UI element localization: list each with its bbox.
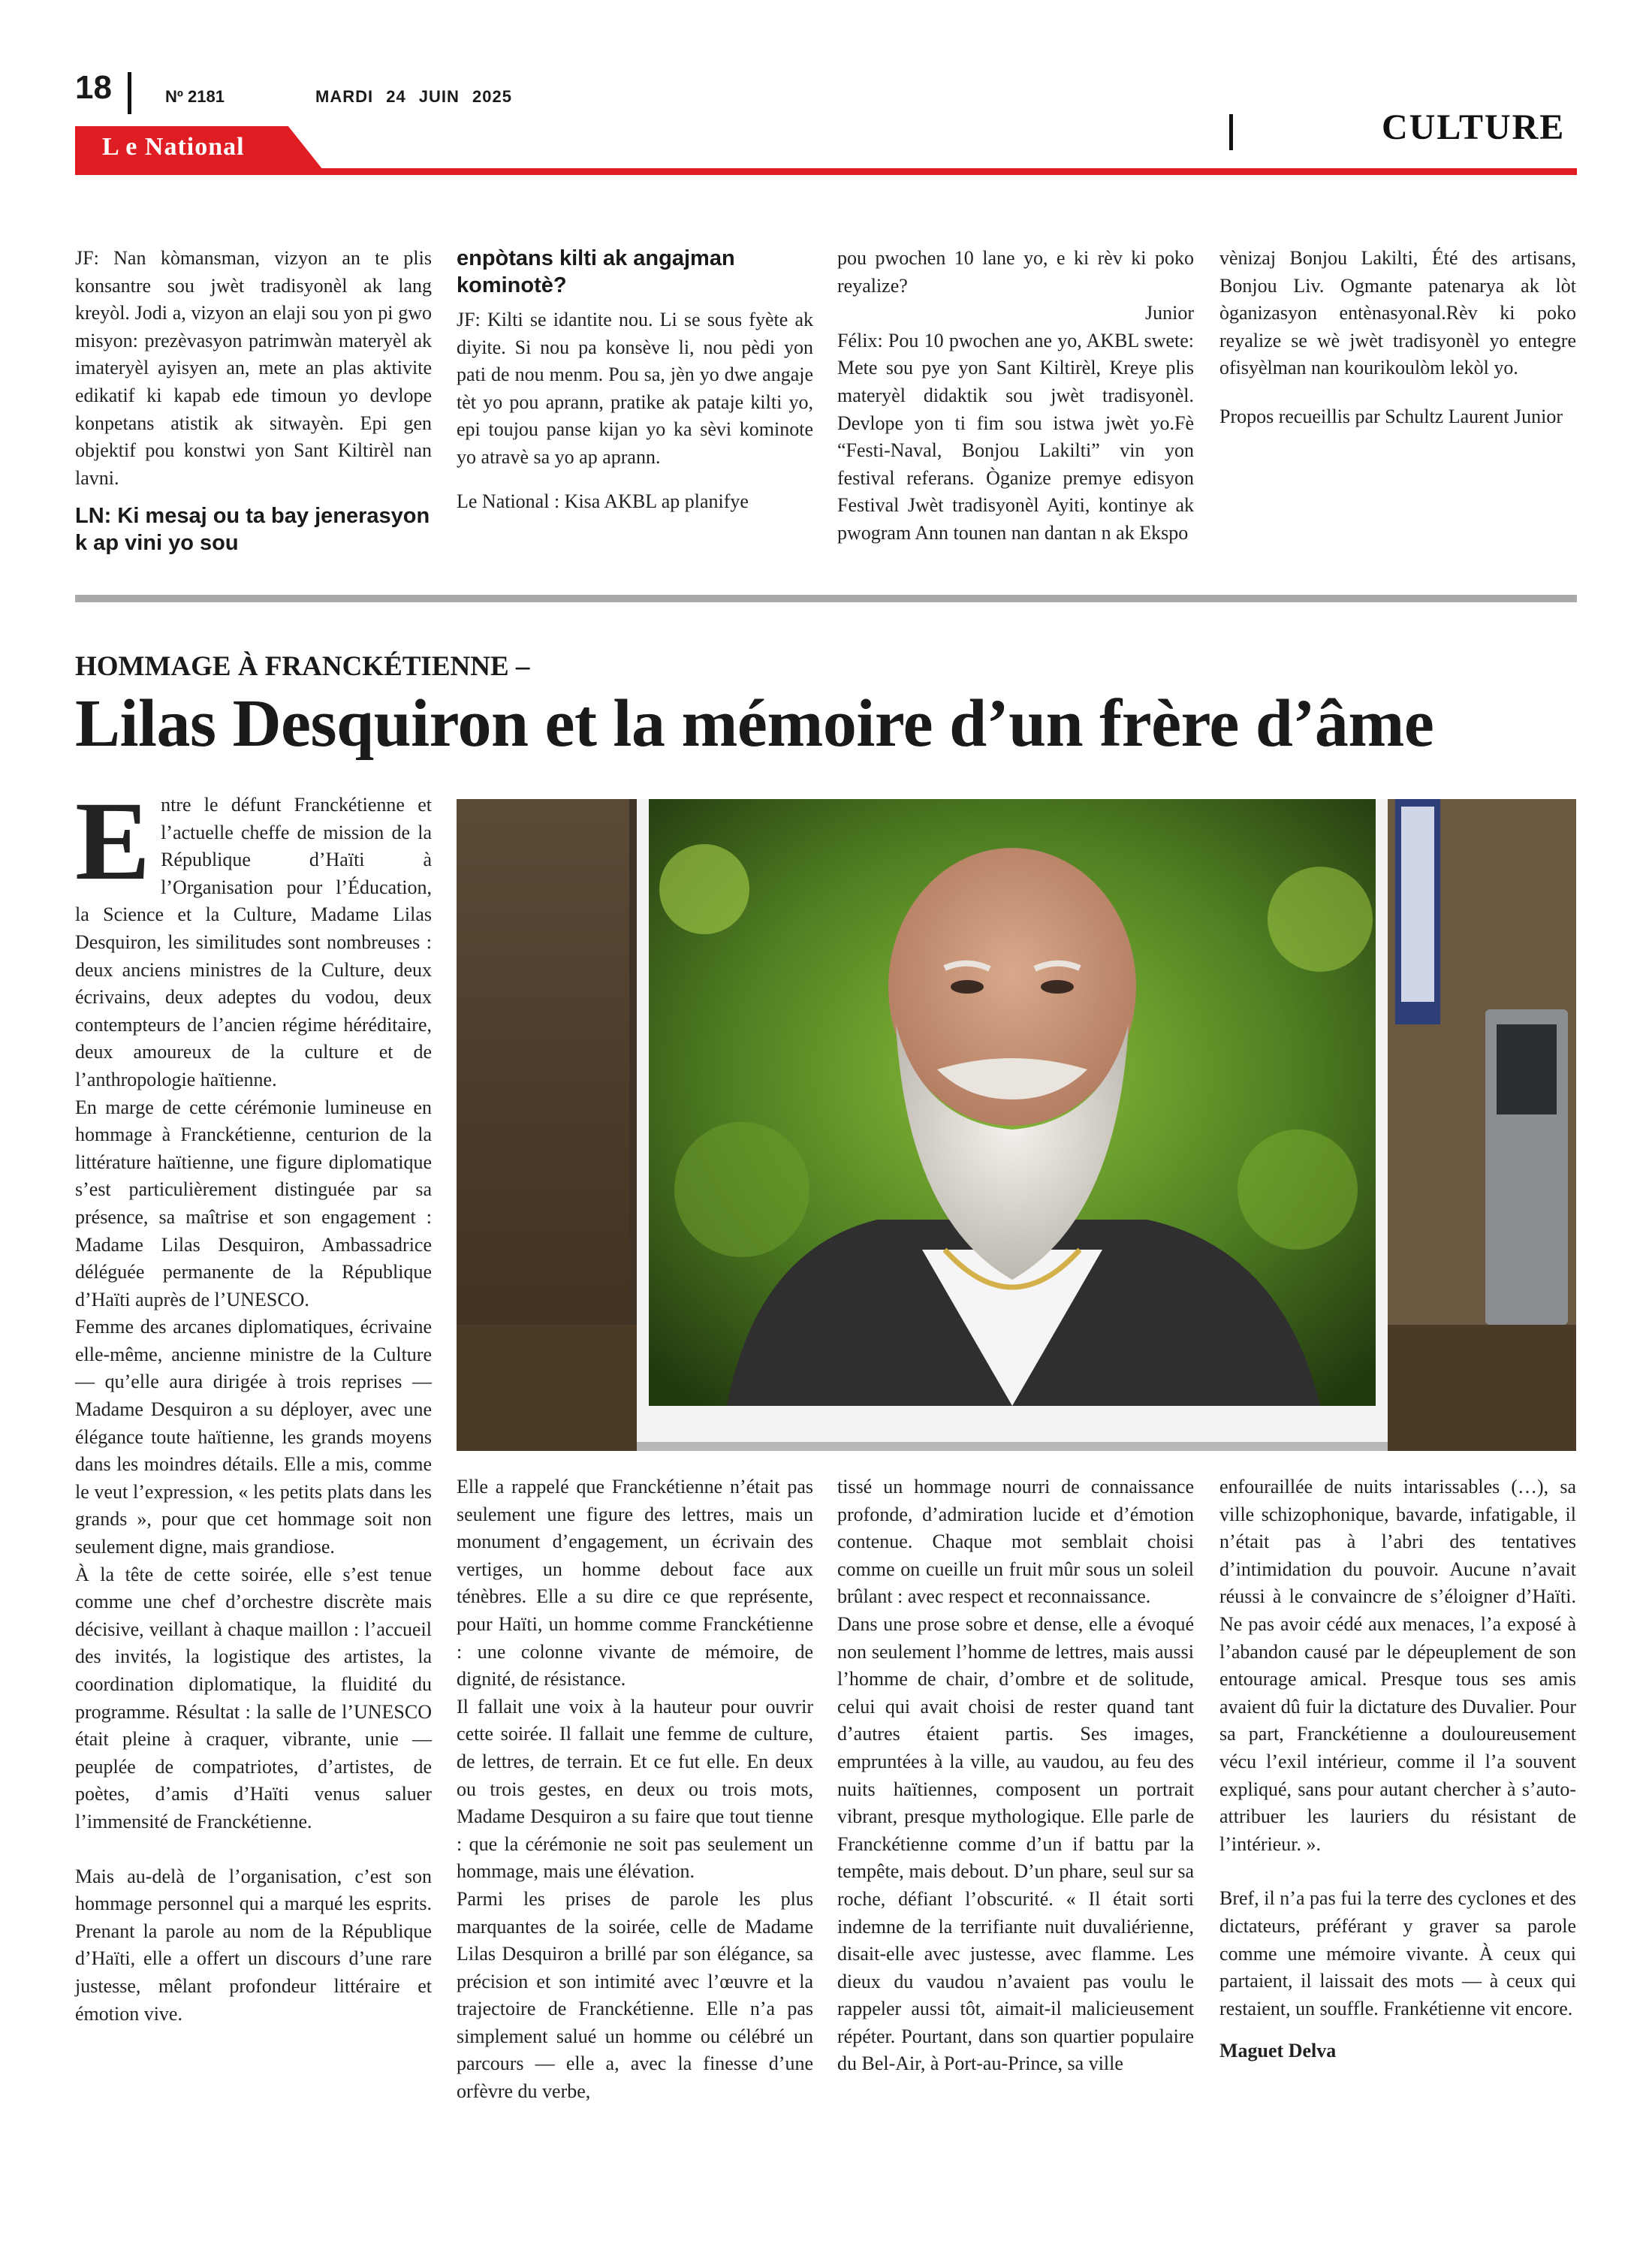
photo-illustration bbox=[457, 799, 1576, 1451]
interview-paragraph: vènizaj Bonjou Lakilti, Été des artisans, Bonjou Liv. Ogmante patenarya ak lòt òganizasyon entènasyonal.Rèv ki poko reyalize se wè jwèt tradisyonèl yo entegre ofisyèlman nan kourikoulòm lekòl yo. bbox=[1219, 247, 1576, 379]
interview-column-2 bbox=[457, 245, 813, 515]
article-paragraph: Dans une prose sobre et dense, elle a évoqué non seulement l’homme de lettres, mais aussi l’homme de chair, d’ombre et de solitude, celui qui avait choisi de rester quand tant d’autres étaient partis. Ses images, empruntées à la ville, au vaudou, au feu des nuits haïtiennes, composent un portrait vibrant, presque mythologique. Elle parle de Franckétienne comme d’un if battu par la tempête, mais debout. D’un phare, seul sur sa roche, défiant l’obscurité. « Il était sorti indemne de la terrifiante nuit duvaliérienne, disait-elle avec justesse, avec flamme. Les dieux du vaudou n’avaient pas voulu le rappeler aussi tôt, aimait-il malicieusement répéter. Pourtant, dans son quartier populaire du Bel-Air, à Port-au-Prince, sa ville bbox=[837, 1612, 1194, 2075]
interview-column-4 bbox=[1219, 245, 1576, 431]
article-paragraph: Il fallait une voix à la hauteur pour ouvrir cette soirée. Il fallait une femme de culture, de lettres, de terrain. Et ce fut elle. En deux ou trois gestes, en deux ou trois mots, Madame Desquiron a su faire que tout tienne : que la cérémonie ne soit pas seulement un hommage, mais une élévation. bbox=[457, 1695, 813, 1883]
article-paragraph: À la tête de cette soirée, elle s’est tenue comme une chef d’orchestre discrète mais décisive, veillant à chaque maillon : l’accueil des invités, la logistique des artistes, la coordination diplomatique, la fluidité du programme. Résultat : la salle de l’UNESCO était pleine à craquer, vibrante, unie — peuplée de compatriotes, d’artistes, de poètes, d’amis d’Haïti venus saluer l’immensité de Franckétienne. bbox=[75, 1563, 432, 1832]
article-paragraph: enfouraillée de nuits intarissables (…), sa ville schizophonique, bavarde, infatigable, il n’était pas à l’abri des tentatives d’intimidation du pouvoir. Aucune n’avait réussi à le convaincre de s’éloigner d’Haïti. Ne pas avoir cédé aux menaces, l’a exposé à l’abandon causé par le dépeuplement de son entourage amical. Presque tous ses amis avaient dû fuir la dictature des Duvalier. Pour sa part, Franckétienne a douloureusement vécu l’exil intérieur, comme il l’a souvent expliqué, sans pour autant chercher à s’auto-attribuer les lauriers du résistant de l’intérieur. ». bbox=[1219, 1476, 1576, 1855]
interview-paragraph: Félix: Pou 10 pwochen ane yo, AKBL swete: Mete sou pye yon Sant Kiltirèl, Kreye plis materyèl didaktik sou jwèt tradisyonèl. Devlope yon ti fim sou istwa jwèt yo.Fè “Festi-Naval, Bonjou Lakilti” vin yon festival referans. Òganize premye edisyon Festival Jwèt tradisyonèl Ayiti, kontinye ak pwogram Ann tounen nan dantan n ak Ekspo bbox=[837, 329, 1194, 544]
article-column-1 bbox=[75, 779, 432, 2028]
article-paragraph: ntre le défunt Franckétienne et l’actuelle cheffe de mission de la République d’Haïti à l’Organisation pour l’Éducation, la Science et la Culture, Madame Lilas Desquiron, les similitudes sont nombreuses : deux anciens ministres de la Culture, deux écrivains, deux adeptes du vodou, deux contempteurs de l’ancien régime héréditaire, deux amoureux de la culture et de l’anthropologie haïtienne. bbox=[75, 794, 432, 1090]
portrait-photo bbox=[457, 799, 1576, 1451]
article-paragraph: En marge de cette cérémonie lumineuse en hommage à Franckétienne, centurion de la littérature haïtienne, une figure diplomatique s’est particulièrement distinguée par sa présence, sa maîtrise et son engagement : Madame Lilas Desquiron, Ambassadrice déléguée permanente de la République d’Haïti auprès de l’UNESCO. bbox=[75, 1096, 432, 1310]
page-number: 18 bbox=[75, 69, 112, 106]
article-kicker: HOMMAGE À FRANCKÉTIENNE – bbox=[75, 651, 530, 682]
issue-number: Nº 2181 bbox=[165, 87, 225, 106]
article-paragraph: Femme des arcanes diplomatiques, écrivaine elle-même, ancienne ministre de la Culture — qu’elle aura dirigée à trois reprises — Madame Desquiron a su déployer, avec une élégance toute haïtienne, les grands moyens dans les moindres détails. Elle a mis, comme le veut l’expression, « les petits plats dans les grands », pour que cet hommage soit non seulement digne, mais grandiose. bbox=[75, 1316, 432, 1558]
brand-logo-text: L e National bbox=[102, 133, 245, 161]
interview-credit: Propos recueillis par Schultz Laurent Junior bbox=[1219, 405, 1563, 427]
interview-paragraph: JF: Nan kòmansman, vizyon an te plis konsantre sou jwèt tradisyonèl ak lang kreyòl. Jodi a, vizyon an elaji sou yon pi gwo misyon: prezèvasyon patrimwàn materyèl ak imateryèl ayisyen an, mete an plas aktivite edikatif ki kapab ede timoun yo devlope konpetans atistik ak sitwayèn. Epi gen objektif pou konstwi yon Sant Kiltirèl nan lavni. bbox=[75, 247, 432, 489]
article-paragraph: tissé un hommage nourri de connaissance profonde, d’admiration lucide et d’émotion contenue. Chaque mot semblait choisi comme on cueille un fruit mûr sous un soleil brûlant : avec respect et reconnaissance. bbox=[837, 1476, 1194, 1608]
article-headline: Lilas Desquiron et la mémoire d’un frère d’âme bbox=[75, 686, 1434, 761]
article-column-2 bbox=[457, 1473, 813, 2106]
article-byline: Maguet Delva bbox=[1219, 2040, 1337, 2062]
section-title: CULTURE bbox=[1382, 107, 1566, 147]
article-paragraph: Parmi les prises de parole les plus marquantes de la soirée, celle de Madame Lilas Desquiron a brillé par son élégance, sa précision et son intimité avec l’œuvre et la trajectoire de Franckétienne. Elle n’a pas simplement salué un homme ou célébré un parcours — elle a, avec la finesse d’une orfèvre du verbe, bbox=[457, 1887, 813, 2103]
interview-paragraph: JF: Kilti se idantite nou. Li se sous fyète ak diyite. Si nou pa konsève li, nou pèdi yon pati de nou menm. Pou sa, jèn yo dwe angaje tèt yo pou aprann, pratike ak pataje kilti yo, epi toujou panse kijan yo ka sèvi kominote yo atravè sa yo ap aprann. bbox=[457, 309, 813, 468]
interview-question: LN: Ki mesaj ou ta bay jenerasyon k ap vini yo sou bbox=[75, 504, 430, 556]
interview-paragraph: Le National : Kisa AKBL ap planifye bbox=[457, 490, 749, 512]
article-paragraph: Bref, il n’a pas fui la terre des cyclones et des dictateurs, préférant y graver sa parole comme une mémoire vivante. À ceux qui partaient, il laissait des mots — à ceux qui restaient, un souffle. Frankétienne vit encore. bbox=[1219, 1887, 1576, 2019]
issue-date: MARDI 24 JUIN 2025 bbox=[315, 87, 512, 106]
section-separator bbox=[75, 595, 1577, 602]
article-paragraph: Mais au-delà de l’organisation, c’est son hommage personnel qui a marqué les esprits. Prenant la parole au nom de la République d’Haïti, elle a offert un discours d’une rare justesse, mêlant profondeur littéraire et émotion vive. bbox=[75, 1865, 432, 2025]
drop-cap: E bbox=[75, 779, 151, 903]
article-column-3 bbox=[837, 1473, 1194, 2078]
section-divider bbox=[1229, 114, 1233, 150]
page-number-divider bbox=[128, 72, 131, 114]
interview-column-3 bbox=[837, 245, 1194, 547]
interview-paragraph: pou pwochen 10 lane yo, e ki rèv ki poko reyalize? bbox=[837, 247, 1194, 297]
article-column-4 bbox=[1219, 1473, 1576, 2065]
interview-speaker-name: Junior bbox=[1145, 302, 1194, 324]
article-paragraph: Elle a rappelé que Franckétienne n’était pas seulement une figure des lettres, mais un monument d’engagement, un écrivain des vertiges, un homme debout face aux ténèbres. Elle a su dire ce que représente, pour Haïti, un homme comme Franckétienne : une colonne vivante de mémoire, de dignité, de résistance. bbox=[457, 1476, 813, 1691]
interview-column-1 bbox=[75, 245, 432, 564]
interview-question: enpòtans kilti ak angajman kominotè? bbox=[457, 246, 735, 297]
header-red-rule bbox=[75, 168, 1577, 175]
